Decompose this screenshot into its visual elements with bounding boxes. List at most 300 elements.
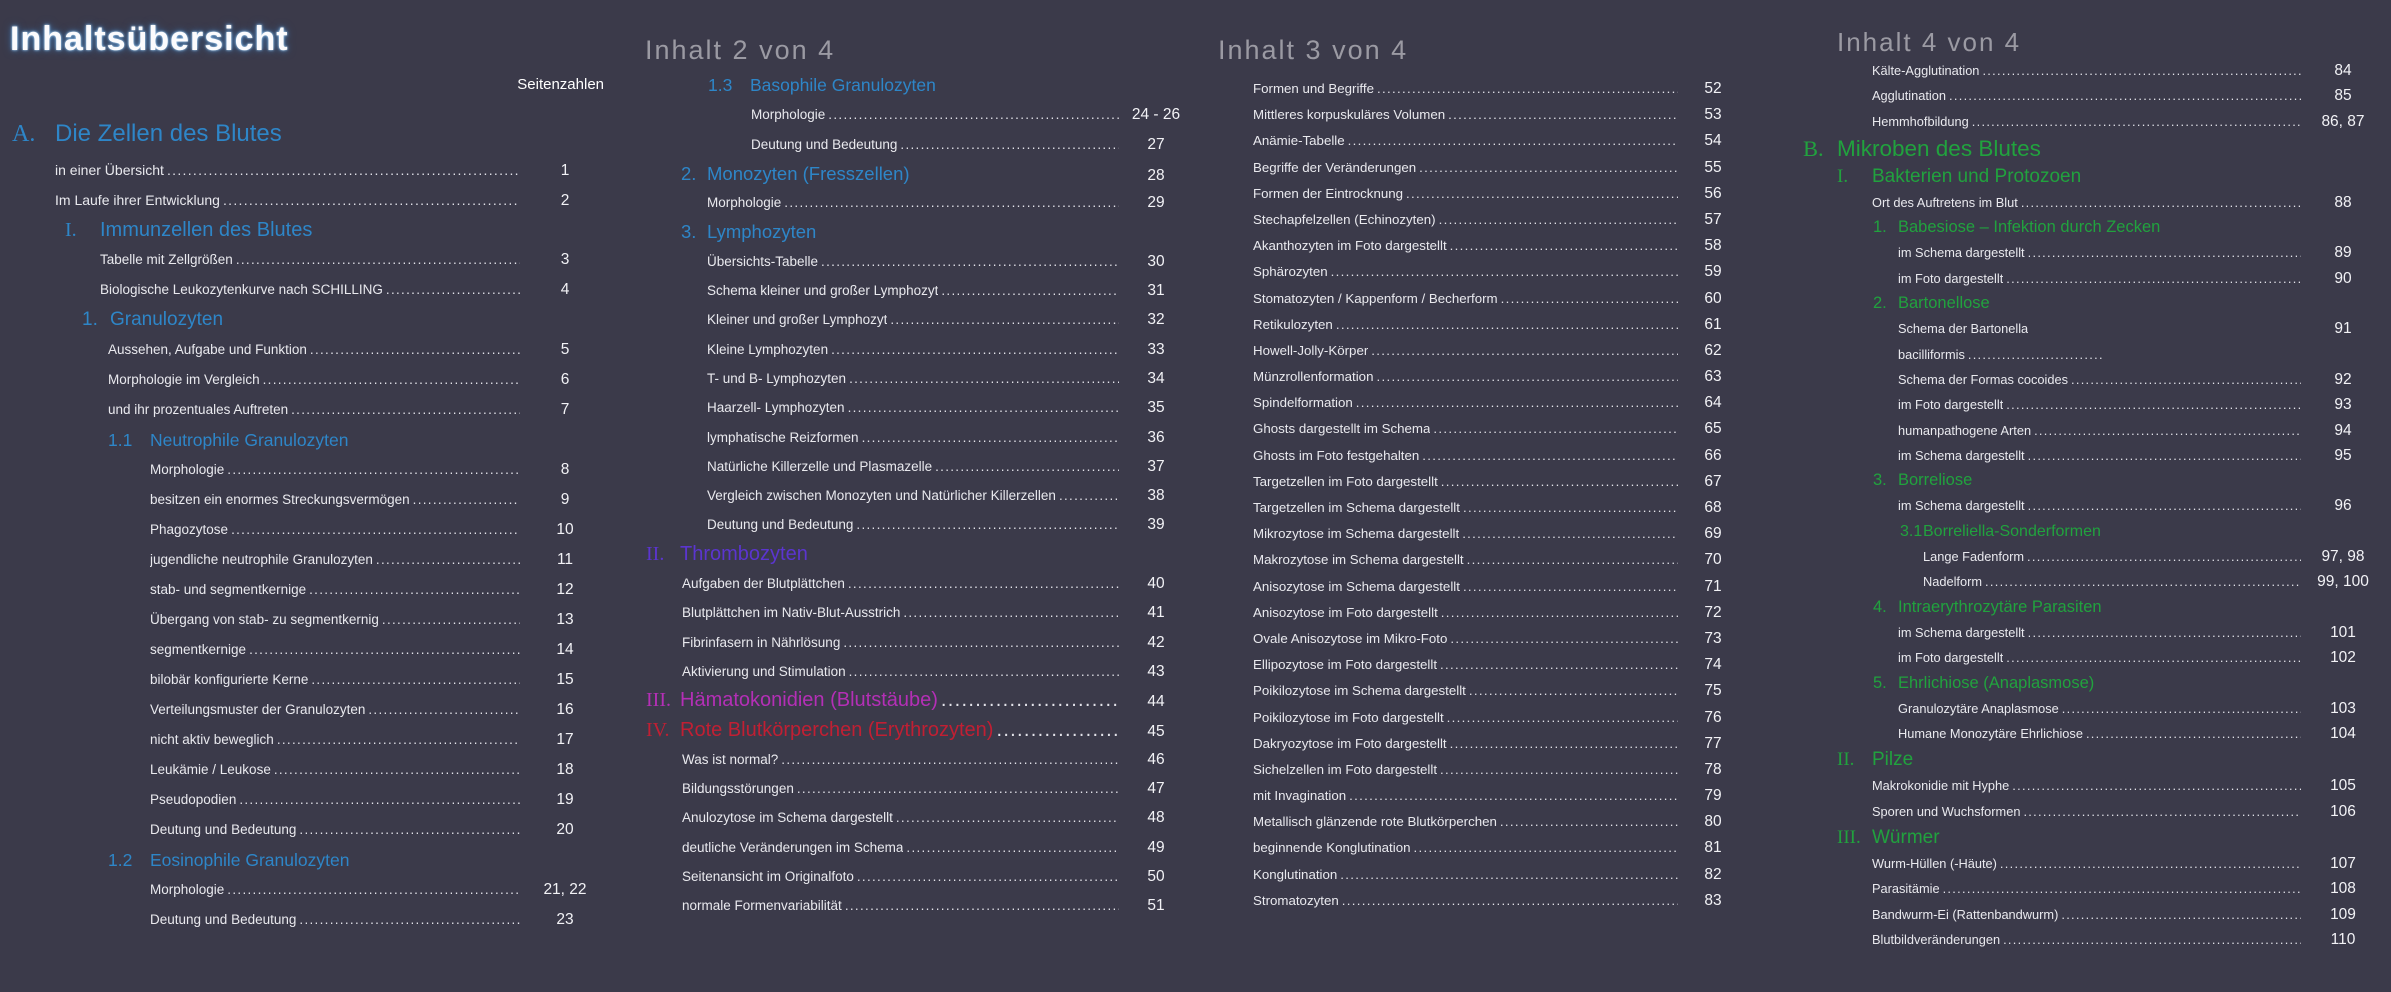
entry-label: Ort des Auftretens im Blut [1872,194,2018,210]
dot-leader [1447,626,1678,652]
entry-label: Anämie-Tabelle [1253,133,1345,149]
entry-label: Dakryozytose im Foto dargestellt [1253,735,1447,751]
toc-entry [1218,495,1748,521]
dot-leader [2000,927,2301,952]
entry-label: Immunzellen des Blutes [100,219,313,241]
dot-leader [274,725,520,755]
page-number: 79 [1704,787,1722,805]
page-number: 56 [1704,184,1722,202]
entry-label: Eosinophile Granulozyten [150,850,350,870]
entry-label: Formen der Eintrocknung [1253,185,1404,201]
toc-entry [1218,128,1748,154]
dot-leader [781,188,1119,217]
entry-label: Agglutination [1872,88,1946,104]
entry-label: Bildungsstörungen [682,781,794,797]
toc-entry [10,725,610,755]
page-number: 32 [1147,311,1165,329]
toc-entry [1218,705,1748,731]
toc-entry [645,335,1193,364]
entry-label: Neutrophile Granulozyten [150,430,349,450]
toc-entry [1800,58,2385,83]
toc-entry [1800,773,2385,798]
entry-label: Borreliose [1898,471,1973,490]
dot-leader [1459,521,1678,547]
page-number: 17 [556,731,574,748]
toc-entry [1218,862,1748,888]
entry-label: segmentkernige [150,642,247,657]
dot-leader [1466,678,1678,704]
page-number: 93 [2334,396,2352,414]
entry-label: Vergleich zwischen Monozyten und Natürlicher Killerzellen [707,488,1056,504]
page-number: 33 [1147,340,1165,358]
dot-leader [1339,888,1678,914]
toc-entry [10,485,610,515]
entry-label: Sichelzellen im Foto dargestellt [1253,761,1438,777]
dot-leader [1374,76,1678,102]
entry-label: bilobär konfigurierte Kerne [150,672,309,687]
toc-entry [645,100,1193,129]
dot-leader [224,455,520,485]
toc-rows [1800,58,2385,952]
page-number: 43 [1147,662,1165,680]
page-number: 67 [1704,472,1722,490]
entry-label: Morphologie [751,107,826,123]
page-number: 19 [556,791,574,808]
dot-leader [1497,809,1678,835]
entry-label: Leukämie / Leukose [150,762,271,777]
page-number: 72 [1704,603,1722,621]
entry-label: Poikilozytose im Foto dargestellt [1253,709,1444,725]
page-number: 8 [560,461,570,478]
toc-entry [1800,266,2385,291]
pages-column-label: Seitenzahlen [517,76,604,93]
dot-leader [308,665,520,695]
toc-heading [1800,746,2385,773]
page-number: 38 [1147,487,1165,505]
toc-entry [1800,569,2385,594]
dot-leader [1337,862,1678,888]
toc-entry [645,862,1193,891]
dot-leader [1437,652,1678,678]
column-title: Inhalt 4 von 4 [1837,27,2022,57]
dot-leader [2025,493,2301,518]
page-number: 52 [1704,80,1722,97]
dot-leader [233,245,520,275]
page-number: 86, 87 [2321,112,2365,130]
entry-label: Granulozytäre Anaplasmose [1898,700,2059,716]
dot-leader [246,635,520,665]
dot-leader [900,598,1119,627]
entry-label: deutliche Veränderungen im Schema [682,839,904,855]
dot-leader [1460,574,1678,600]
dot-leader [1447,731,1678,757]
toc-entry [10,335,610,365]
entry-label: Nadelform [1923,574,1983,590]
page-number: 12 [556,581,574,598]
entry-prefix: II. [1837,749,1855,771]
page-number: 105 [2330,777,2356,795]
page-number: 77 [1704,734,1722,752]
toc-entry [1800,927,2385,952]
entry-label: Haarzell- Lymphozyten [707,400,845,416]
toc-entry [1800,902,2385,927]
page-number: 1 [560,162,570,179]
entry-label: im Schema dargestellt [1898,498,2025,514]
entry-label: Morphologie [150,882,225,897]
toc-heading [10,845,610,875]
toc-entry [10,455,610,485]
toc-entry [10,245,610,275]
entry-label: Targetzellen im Foto dargestellt [1253,473,1438,489]
page-number: 92 [2334,370,2352,388]
entry-label: Sphärozyten [1253,264,1328,280]
toc-rows [10,113,610,935]
dot-leader [1464,547,1678,573]
entry-label: Die Zellen des Blutes [55,120,282,147]
dot-leader [842,891,1119,920]
page-number: 14 [556,641,574,658]
entry-prefix: IV. [646,718,670,741]
entry-label: Biologische Leukozytenkurve nach SCHILLING [100,282,383,297]
entry-label: Fibrinfasern in Nährlösung [682,634,841,650]
page-number: 54 [1704,132,1722,150]
entry-label: mit Invagination [1253,788,1347,804]
entry-prefix: 1.2 [108,850,133,870]
dot-leader [1333,312,1678,338]
page-number: 35 [1147,399,1165,417]
entry-prefix: 1. [82,309,98,330]
entry-label: beginnende Konglutination [1253,840,1411,856]
entry-label: Münzrollenformation [1253,369,1374,385]
toc-entry [1218,574,1748,600]
toc-column-2 [645,35,1193,921]
toc-heading [645,686,1193,715]
entry-label: Phagozytose [150,522,229,537]
page-number: 107 [2330,855,2356,873]
entry-label: Ehrlichiose (Anaplasmose) [1898,673,2095,692]
toc-entry [645,364,1193,393]
toc-entry [10,365,610,395]
entry-label: Kleiner und großer Lymphozyt [707,312,888,328]
entry-label: Kleine Lymphozyten [707,341,829,357]
dot-leader [2058,902,2301,927]
entry-label: Konglutination [1253,866,1338,882]
entry-label: Übersichts-Tabelle [707,253,819,269]
entry-label: Ellipozytose im Foto dargestellt [1253,657,1438,673]
toc-heading [645,540,1193,569]
entry-label: Übergang von stab- zu segmentkernig [150,612,379,627]
entry-prefix: II. [646,542,665,565]
page-number: 101 [2330,623,2356,641]
toc-entry [645,393,1193,422]
page-number: 102 [2330,649,2356,667]
dot-leader [1438,600,1678,626]
entry-prefix: 1.3 [708,75,733,95]
dot-leader [271,755,520,785]
toc-entry [1218,259,1748,285]
entry-label: Granulozyten [110,309,224,330]
page-number: 9 [560,491,570,508]
toc-column-1 [10,113,610,935]
page-number: 60 [1704,289,1722,307]
dot-leader [2025,620,2301,645]
page-number: 49 [1147,838,1165,856]
page-number: 4 [560,281,570,298]
dot-leader [2025,443,2301,468]
page-number: 51 [1147,897,1165,915]
entry-label: Sporen und Wuchsformen [1872,803,2021,819]
toc-entry [645,628,1193,657]
page-number: 2 [560,192,570,209]
entry-label: nicht aktiv beweglich [150,732,274,747]
entry-label: Retikulozyten [1253,316,1333,332]
dot-leader [1328,259,1678,285]
toc-entry [1218,338,1748,364]
dot-leader [1445,102,1678,128]
toc-entry [1218,102,1748,128]
dot-leader [379,605,520,635]
toc-entry [1218,783,1748,809]
page-number: 103 [2330,699,2356,717]
page-number: 94 [2334,421,2352,439]
entry-prefix: 1. [1873,218,1887,237]
dot-leader [1940,876,2301,901]
page-number: 44 [1147,693,1165,711]
page-number: 97, 98 [2321,548,2365,566]
toc-entry [1218,207,1748,233]
page-number: 104 [2330,725,2356,743]
column-title: Inhalt 3 von 4 [1218,35,1409,65]
entry-label: Tabelle mit Zellgrößen [100,252,233,267]
page-number: 85 [2334,87,2352,105]
entry-label: Rote Blutkörperchen (Erythrozyten) [680,718,994,741]
entry-label: Was ist normal? [682,751,779,767]
entry-label: Anulozytose im Schema dargestellt [682,810,893,826]
toc-entry [645,803,1193,832]
entry-label: Lange Fadenform [1923,549,2025,565]
page-number: 106 [2330,802,2356,820]
entry-label: Pilze [1872,749,1914,771]
entry-label: Im Laufe ihrer Entwicklung [55,192,220,208]
toc-entry [10,815,610,845]
entry-label: Humane Monozytäre Ehrlichiose [1898,726,2083,742]
entry-label: Begriffe der Veränderungen [1253,159,1417,175]
toc-entry [1218,312,1748,338]
dot-leader [2003,645,2301,670]
entry-label: Aktivierung und Stimulation [682,663,846,679]
page-number: 108 [2330,880,2356,898]
toc-heading [1800,519,2385,544]
toc-entry [645,598,1193,627]
entry-label: Aussehen, Aufgabe und Funktion [108,342,307,357]
page-number: 21, 22 [543,881,587,898]
dot-leader [373,545,520,575]
dot-leader [224,875,520,905]
toc-entry [10,395,610,425]
toc-entry [1218,600,1748,626]
entry-label: Blutbildveränderungen [1872,931,2001,947]
toc-entry [10,155,610,185]
entry-prefix: 3. [681,221,697,243]
toc-entry [1800,544,2385,569]
page-number: 70 [1704,551,1722,569]
entry-label: Natürliche Killerzelle und Plasmazelle [707,458,933,474]
page-number: 29 [1147,194,1165,212]
toc-heading [1800,134,2385,163]
page-number: 82 [1704,865,1722,883]
toc-heading [1800,291,2385,316]
page-number: 31 [1147,282,1165,300]
dot-leader [1436,207,1678,233]
toc-entry [645,305,1193,334]
toc-entry [10,665,610,695]
entry-prefix: III. [646,689,671,712]
toc-entry [645,130,1193,159]
page-number: 78 [1704,760,1722,778]
entry-label: im Foto dargestellt [1898,270,2004,286]
entry-label: Akanthozyten im Foto dargestellt [1253,238,1447,254]
entry-label: Thrombozyten [680,542,808,565]
entry-prefix: 5. [1873,673,1887,692]
entry-label: Anisozytose im Foto dargestellt [1253,604,1438,620]
dot-leader [220,185,520,215]
entry-label: Bartonellose [1898,294,1990,313]
page-number: 55 [1704,158,1722,176]
toc-entry [645,833,1193,862]
toc-entry [1218,809,1748,835]
toc-entry [1800,443,2385,468]
dot-leader [846,364,1119,393]
page-number: 63 [1704,368,1722,386]
entry-label: im Schema dargestellt [1898,624,2025,640]
entry-label: Deutung und Bedeutung [707,517,854,533]
entry-label: Deutung und Bedeutung [150,822,297,837]
entry-label: Poikilozytose im Schema dargestellt [1253,683,1466,699]
page-number: 41 [1147,604,1165,622]
page-number: 76 [1704,708,1722,726]
page-number: 5 [560,341,570,358]
dot-leader [846,657,1119,686]
entry-label: Intraerythrozytäre Parasiten [1898,597,2102,616]
page-number: 47 [1147,780,1165,798]
page-number: 81 [1704,839,1722,857]
entry-label: im Schema dargestellt [1898,447,2025,463]
page-number: 23 [556,911,574,928]
entry-label: Basophile Granulozyten [750,75,936,95]
page-number: 58 [1704,237,1722,255]
entry-label: Mittleres korpuskuläres Volumen [1253,107,1446,123]
dot-leader [794,774,1119,803]
entry-prefix: 2. [681,162,697,184]
toc-heading [10,305,610,335]
dot-leader [938,686,1119,715]
toc-heading [10,113,610,155]
entry-label: Metallisch glänzende rote Blutkörperchen [1253,814,1497,830]
entry-prefix: 3.1 [1900,522,1923,540]
toc-entry [1218,626,1748,652]
page-number: 53 [1704,106,1722,124]
toc-heading [1800,468,2385,493]
entry-prefix: 4. [1873,597,1887,616]
toc-entry [1218,652,1748,678]
page-number: 75 [1704,682,1722,700]
toc-entry [645,891,1193,920]
page-number: 24 - 26 [1131,106,1181,124]
entry-label: Seitenansicht im Originalfoto [682,869,854,885]
dot-leader [1373,364,1678,390]
dot-leader [854,862,1119,891]
dot-leader [1403,181,1678,207]
toc-entry [1800,696,2385,721]
dot-leader [938,276,1119,305]
page-number: 48 [1147,809,1165,827]
toc-heading [1800,163,2385,190]
entry-label: Morphologie [150,462,225,477]
toc-entry [1218,76,1748,102]
dot-leader [2025,240,2301,265]
toc-entry [1218,181,1748,207]
dot-leader [828,335,1119,364]
entry-label: Mikrozytose im Schema dargestellt [1253,526,1460,542]
dot-leader [2059,696,2301,721]
page-number: 46 [1147,750,1165,768]
dot-leader [2024,544,2301,569]
entry-label: Babesiose – Infektion durch Zecken [1898,218,2161,237]
toc-entry [1800,418,2385,443]
dot-leader [818,247,1119,276]
dot-leader [825,100,1119,129]
page-number: 74 [1704,656,1722,674]
entry-label: Stromatozyten [1253,892,1339,908]
entry-label: bacilliformis [1898,346,1965,362]
toc-entry [645,774,1193,803]
page-number: 13 [556,611,574,628]
page-number: 39 [1147,516,1165,534]
toc-entry [1800,799,2385,824]
dot-leader [1498,286,1678,312]
page-number: 66 [1704,446,1722,464]
toc-rows [645,71,1193,921]
entry-label: Wurm-Hüllen (-Häute) [1872,856,1997,872]
entry-prefix: A. [12,121,36,147]
page-number: 28 [1147,166,1165,184]
dot-leader [2020,799,2301,824]
dot-leader [2009,773,2301,798]
dot-leader [1430,416,1678,442]
entry-prefix: III. [1837,827,1861,849]
toc-entry [10,575,610,605]
entry-label: Schema kleiner und großer Lymphozyt [707,283,939,299]
toc-entry [1800,721,2385,746]
page-number: 69 [1704,525,1722,543]
page-number: 65 [1704,420,1722,438]
toc-heading [1800,824,2385,851]
page-number: 45 [1147,722,1165,740]
toc-entry [1800,342,2385,367]
toc-entry [1800,851,2385,876]
toc-entry [1218,390,1748,416]
page-number: 36 [1147,428,1165,446]
toc-heading [645,217,1193,246]
entry-label: Howell-Jolly-Körper [1253,342,1369,358]
page-number: 91 [2334,320,2352,338]
toc-entry [10,605,610,635]
toc-entry [10,785,610,815]
page-number: 95 [2334,446,2352,464]
dot-leader [288,395,520,425]
toc-entry [1218,731,1748,757]
dot-leader [893,803,1119,832]
